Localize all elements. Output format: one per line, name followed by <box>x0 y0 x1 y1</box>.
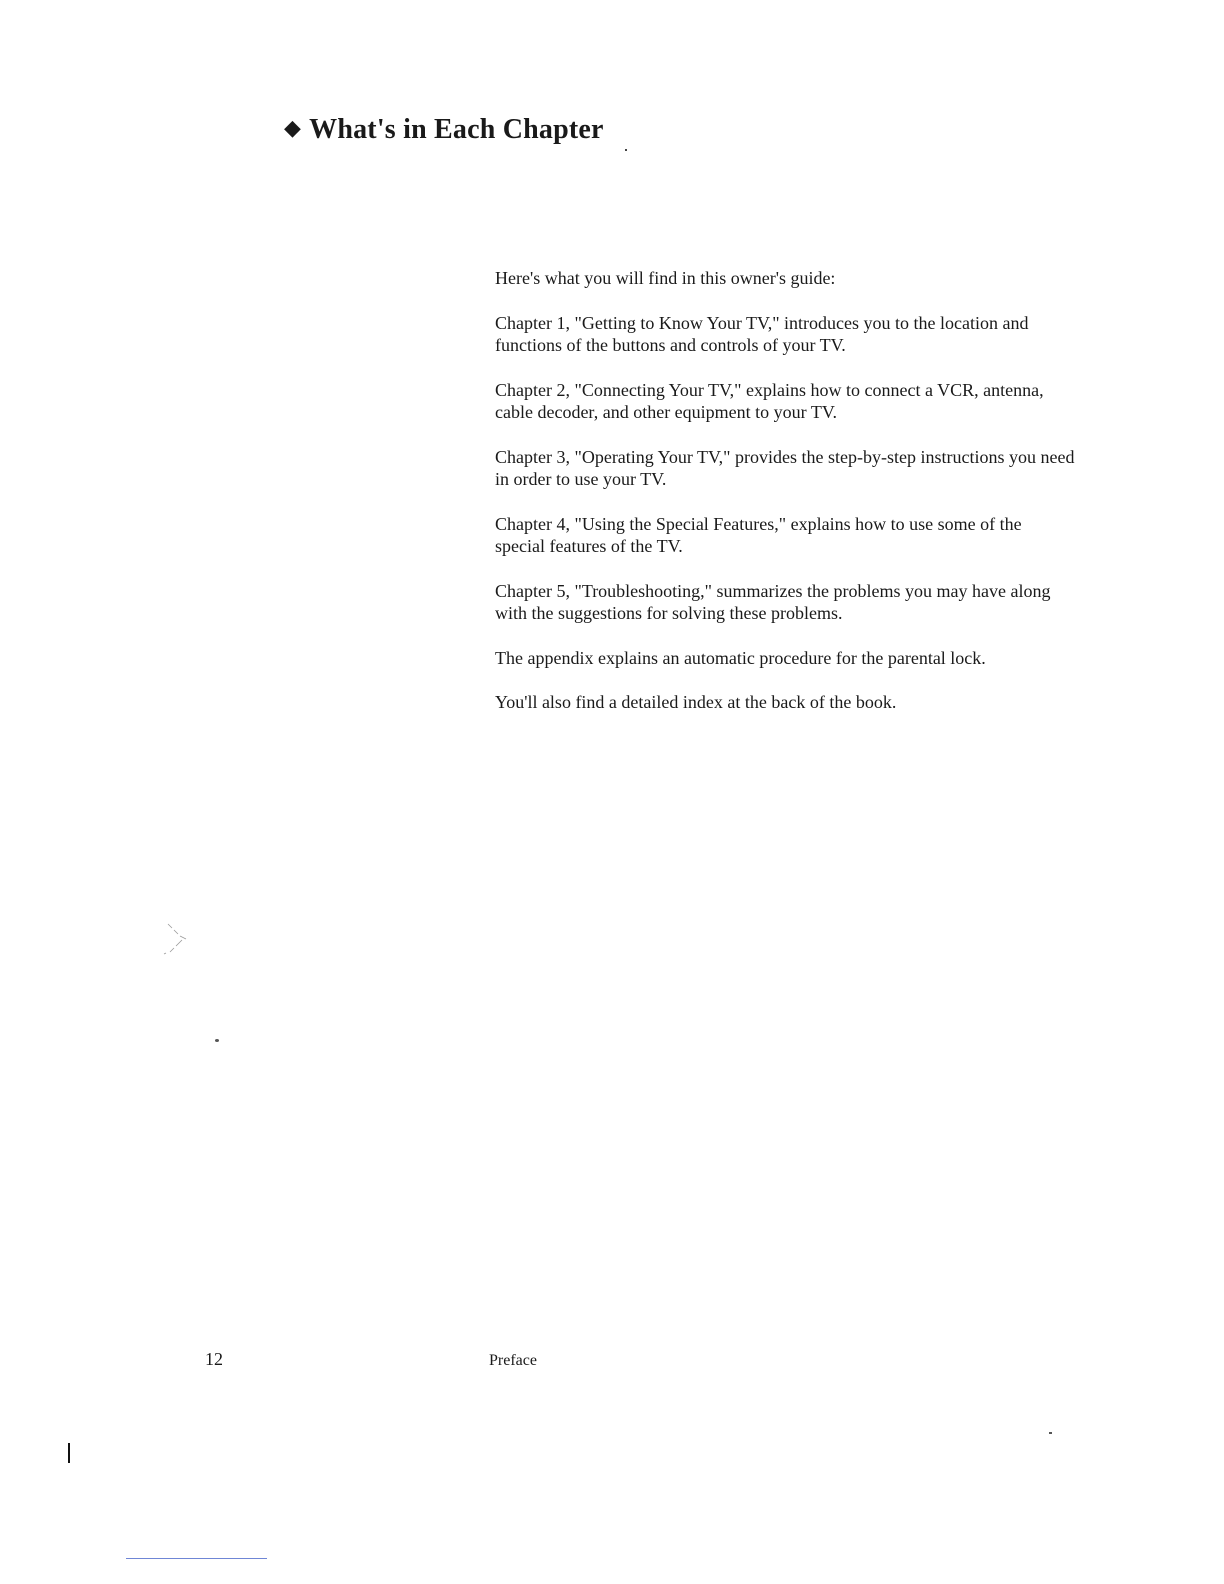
diamond-bullet-icon: ◆ <box>284 115 302 140</box>
page-title <box>284 114 604 146</box>
page-number: 12 <box>205 1349 223 1369</box>
chapter-5-paragraph: Chapter 5, "Troubleshooting," summarizes the problems you may have along with the suggestions for solving these problems. <box>495 580 1051 623</box>
scan-artifact <box>68 1443 70 1463</box>
scan-speck <box>1049 1432 1052 1434</box>
chapter-2-paragraph: Chapter 2, "Connecting Your TV," explains how to connect a VCR, antenna, cable decoder, and other equipment to your TV. <box>495 379 1044 422</box>
bottom-rule <box>126 1558 267 1559</box>
scan-speck <box>625 149 627 151</box>
chapter-4-paragraph: Chapter 4, "Using the Special Features," explains how to use some of the special features of the TV. <box>495 513 1022 556</box>
index-paragraph: You'll also find a detailed index at the back of the book. <box>495 692 897 712</box>
footer-section-name: Preface <box>489 1352 537 1369</box>
scan-artifact <box>160 922 196 956</box>
chapter-3-paragraph: Chapter 3, "Operating Your TV," provides the step-by-step instructions you need in order to use your TV. <box>495 446 1075 489</box>
chapter-summary <box>495 267 1075 736</box>
intro-paragraph: Here's what you will find in this owner's guide: <box>495 268 836 288</box>
page-title-text: What's in Each Chapter <box>309 114 604 145</box>
appendix-paragraph: The appendix explains an automatic procedure for the parental lock. <box>495 647 986 668</box>
scan-speck <box>215 1039 219 1042</box>
chapter-1-paragraph: Chapter 1, "Getting to Know Your TV," introduces you to the location and functions of the buttons and controls of your TV. <box>495 312 1029 355</box>
